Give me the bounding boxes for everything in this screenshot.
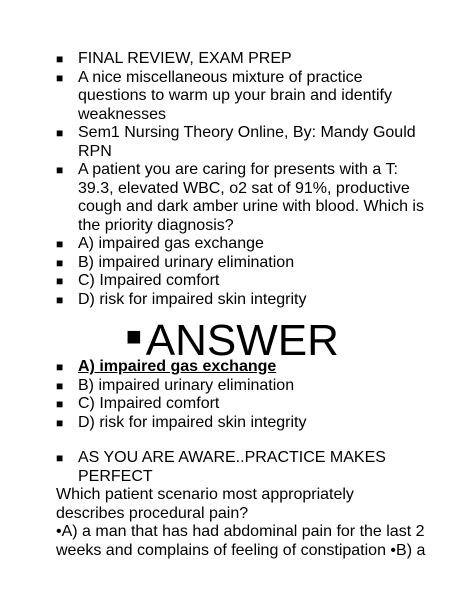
bullet-icon: ■ — [56, 451, 64, 465]
bullet-icon: ■ — [56, 237, 64, 251]
correct-answer: A) impaired gas exchange — [78, 358, 277, 375]
list-item — [56, 291, 426, 310]
list-item — [56, 69, 426, 125]
list-item — [56, 124, 426, 161]
practice-bullet-list — [56, 449, 426, 486]
item-text: A nice miscellaneous mixture of practice questions to warm up your brain and identify weaknesses — [78, 68, 392, 123]
answer-heading-text: ANSWER — [145, 316, 339, 365]
option-c: C) Impaired comfort — [78, 272, 220, 289]
list-item — [56, 414, 426, 433]
item-text: Sem1 Nursing Theory Online, By: Mandy Gould RPN — [78, 124, 416, 160]
list-item — [56, 377, 426, 396]
bullet-icon: ■ — [56, 126, 64, 140]
list-item — [56, 272, 426, 291]
next-question-text: Which patient scenario most appropriately describes procedural pain? — [56, 486, 354, 522]
list-item — [56, 358, 426, 377]
list-item — [56, 449, 426, 486]
list-item — [56, 395, 426, 414]
option-a: A) impaired gas exchange — [78, 235, 264, 252]
question-text: A patient you are caring for presents with a T: 39.3, elevated WBC, o2 sat of 91%, productive cough and dark amber urine with blood. Which is the priority diagnosis? — [78, 161, 424, 234]
answer-option-c: C) Impaired comfort — [78, 395, 220, 412]
bullet-icon: ■ — [56, 274, 64, 288]
next-question-block — [56, 486, 426, 560]
option-d: D) risk for impaired skin integrity — [78, 290, 307, 308]
list-item — [56, 254, 426, 273]
practice-text: AS YOU ARE AWARE..PRACTICE MAKES PERFECT — [78, 449, 386, 485]
bullet-icon: ■ — [56, 360, 64, 374]
answer-option-b: B) impaired urinary elimination — [78, 376, 295, 394]
bullet-icon: ■ — [56, 378, 64, 393]
bullet-icon: ■ — [56, 397, 64, 411]
item-text: FINAL REVIEW, EXAM PREP — [78, 50, 292, 67]
bullet-icon: ■ — [56, 163, 64, 177]
list-item — [56, 161, 426, 235]
list-item — [56, 50, 426, 69]
answer-option-d: D) risk for impaired skin integrity — [78, 413, 307, 431]
bullet-icon: ■ — [56, 415, 64, 430]
bullet-icon: ■ — [56, 292, 64, 307]
bullet-icon: ■ — [56, 52, 64, 66]
intro-bullet-list — [56, 50, 426, 309]
answer-bullet-list — [56, 358, 426, 432]
next-question-options: •A) a man that has had abdominal pain for the last 2 weeks and complains of feeling of constipation •B) a — [56, 523, 426, 559]
list-item — [56, 235, 426, 254]
option-b: B) impaired urinary elimination — [78, 253, 295, 271]
bullet-icon: ■ — [56, 70, 64, 85]
bullet-icon: ■ — [126, 321, 142, 351]
bullet-icon: ■ — [56, 255, 64, 270]
